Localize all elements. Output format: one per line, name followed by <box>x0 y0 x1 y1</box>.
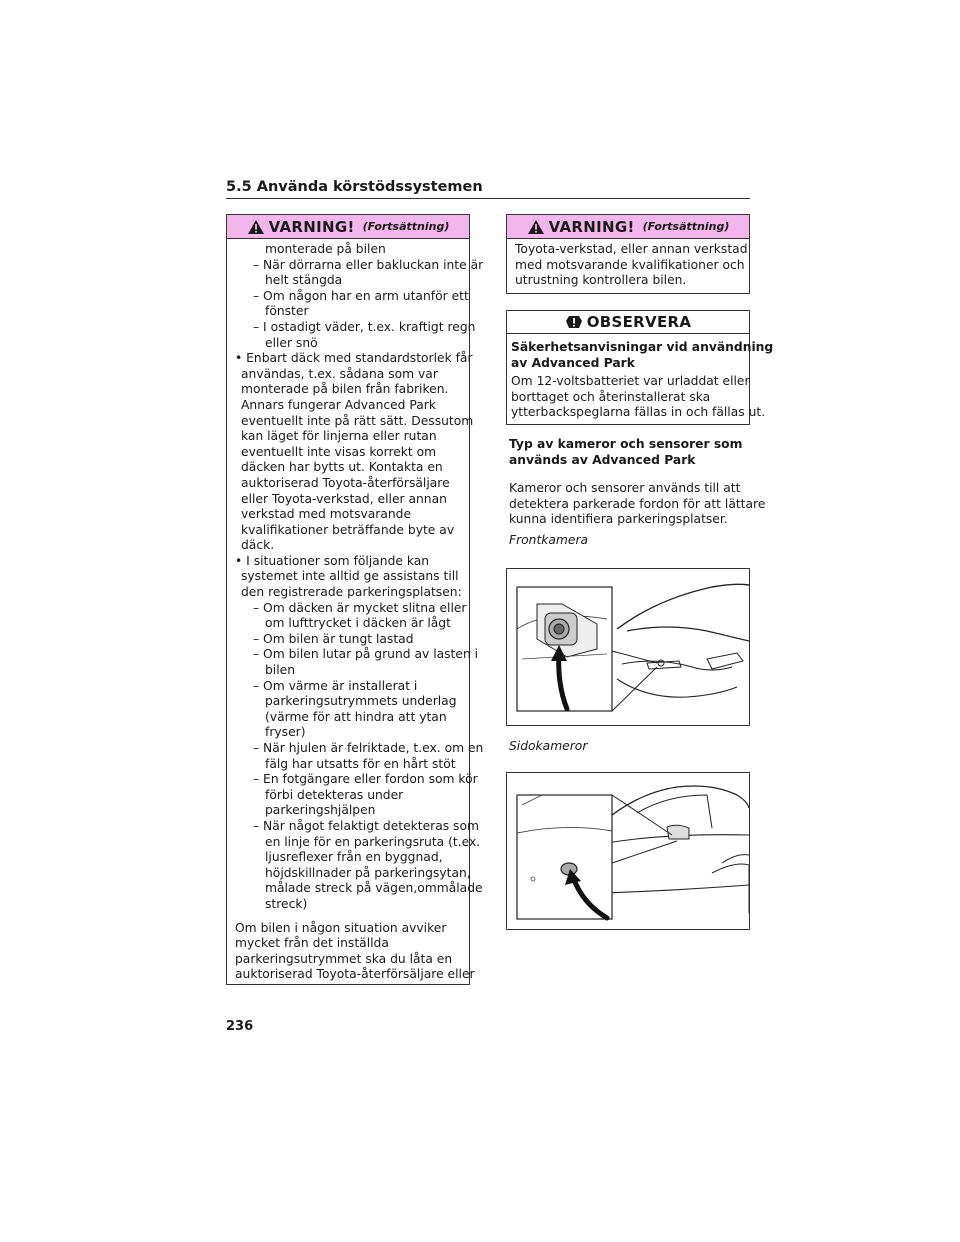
warning-text-line: en linje för en parkeringsruta (t.ex. <box>265 834 481 849</box>
observera-heading-line: Säkerhetsanvisningar vid användning <box>511 340 774 354</box>
warning-text-line: • Enbart däck med standardstorlek får <box>235 351 473 366</box>
warning-text-line: – Om bilen är tungt lastad <box>253 631 414 646</box>
warning-text-line: – En fotgängare eller fordon som kör <box>253 772 478 787</box>
observera-title: OBSERVERA <box>586 313 692 331</box>
camera-section-body <box>509 481 766 528</box>
warning-triangle-icon <box>247 219 265 235</box>
warning-text-line: – I ostadigt väder, t.ex. kraftigt regn <box>253 319 476 334</box>
warning-continuation: (Fortsättning) <box>642 220 730 233</box>
warning-text-line: fryser) <box>265 725 306 740</box>
warning-text-line: auktoriserad Toyota-återförsäljare eller <box>235 967 475 982</box>
warning-text-line: eventuellt inte på rätt sätt. Dessutom <box>241 413 474 428</box>
warning-header <box>507 215 749 239</box>
warning-text-line: Om bilen i någon situation avviker <box>235 920 447 935</box>
warning-text-line: – Om bilen lutar på grund av lasten i <box>253 647 479 662</box>
section-title: 5.5 Använda körstödssystemen <box>226 179 750 199</box>
warning-text-line: helt stängda <box>265 273 343 288</box>
observera-heading <box>511 340 774 371</box>
observera-box <box>506 310 774 425</box>
warning-text-line: användas, t.ex. sådana som var <box>241 366 438 381</box>
warning-text-line: däck. <box>241 538 275 553</box>
warning-text-line: – När hjulen är felriktade, t.ex. om en <box>253 741 484 755</box>
warning-text-line: parkeringsutrymmets underlag <box>265 694 457 709</box>
caution-icon <box>565 314 583 330</box>
warning-header <box>227 215 469 239</box>
warning-text-line: parkeringshjälpen <box>265 803 376 818</box>
side-camera-figure <box>506 772 750 930</box>
warning-text-line: streck) <box>265 896 308 911</box>
warning-text-line: – När något felaktigt detekteras som <box>253 818 479 833</box>
warning-text-line: däcken har bytts ut. Kontakta en <box>241 460 443 475</box>
warning-text-line: höjdskillnader på parkeringsytan, <box>265 865 471 880</box>
warning-text-line: den registrerade parkeringsplatsen: <box>241 585 462 600</box>
observera-text <box>511 374 766 421</box>
side-camera-caption: Sidokameror <box>509 739 588 753</box>
observera-text-line: ytterbackspeglarna fällas in och fällas ut. <box>511 405 766 420</box>
warning-text-line: fälg har utsatts för en hårt stöt <box>265 756 456 771</box>
warning-title: VARNING! <box>268 217 355 236</box>
warning-title: VARNING! <box>548 217 635 236</box>
observera-heading-line: av Advanced Park <box>511 355 635 370</box>
warning-text-line: – Om värme är installerat i <box>253 678 418 693</box>
warning-text-line: utrustning kontrollera bilen. <box>515 273 687 288</box>
warning-text-line: – Om någon har en arm utanför ett <box>253 288 469 303</box>
warning-text-line: monterade på bilen från fabriken. <box>241 382 449 397</box>
warning-text-line: Toyota-verkstad, eller annan verkstad <box>515 242 748 256</box>
warning-box-left <box>226 214 484 985</box>
camera-body-line: detektera parkerade fordon för att lättare <box>509 496 766 511</box>
front-camera-figure <box>506 568 750 726</box>
observera-text-line: Om 12-voltsbatteriet var urladdat eller <box>511 374 750 389</box>
warning-text-line: bilen <box>265 663 295 678</box>
warning-text-line: eller snö <box>265 335 318 350</box>
warning-text-line: • I situationer som följande kan <box>235 553 430 568</box>
warning-left-closing <box>227 919 475 989</box>
warning-text-line: målade streck på vägen,ommålade <box>265 881 483 896</box>
warning-text-line: – Om däcken är mycket slitna eller <box>253 600 467 615</box>
warning-text-line: verkstad med motsvarande <box>241 507 412 522</box>
camera-heading-line: används av Advanced Park <box>509 452 696 467</box>
warning-box-right <box>506 214 750 294</box>
warning-text-line: – När dörrarna eller bakluckan inte är <box>253 257 484 272</box>
observera-header <box>507 311 749 334</box>
warning-text-line: med motsvarande kvalifikationer och <box>515 257 745 272</box>
front-camera-caption: Frontkamera <box>509 533 589 547</box>
warning-text-line: eventuellt inte visas korrekt om <box>241 444 437 459</box>
camera-body-line: Kameror och sensorer används till att <box>509 481 741 495</box>
observera-body <box>507 334 774 425</box>
warning-text-line: kvalifikationer beträffande byte av <box>241 522 455 537</box>
warning-text-line: fönster <box>265 304 309 319</box>
warning-text-line: kan läget för linjerna eller rutan <box>241 429 437 444</box>
observera-text-line: borttaget och återinstallerat ska <box>511 389 711 404</box>
warning-text-line: Annars fungerar Advanced Park <box>241 397 436 412</box>
warning-text-line: monterade på bilen <box>265 242 386 256</box>
warning-text-line: systemet inte alltid ge assistans till <box>241 569 459 584</box>
warning-text-line: (värme för att hindra att ytan <box>265 709 447 724</box>
camera-section-heading <box>509 437 759 468</box>
page-number: 236 <box>226 1019 254 1034</box>
warning-text-line: om lufttrycket i däcken är lågt <box>265 616 451 631</box>
warning-text-line: parkeringsutrymmet ska du låta en <box>235 951 453 966</box>
warning-triangle-icon <box>527 219 545 235</box>
warning-continuation: (Fortsättning) <box>362 220 450 233</box>
warning-left-body <box>227 239 484 919</box>
warning-text-line: eller Toyota-verkstad, eller annan <box>241 491 447 506</box>
warning-text-line: ljusreflexer från en byggnad, <box>265 850 443 865</box>
camera-heading-line: Typ av kameror och sensorer som <box>509 437 743 451</box>
camera-body-line: kunna identifiera parkeringsplatser. <box>509 512 728 527</box>
warning-text-line: förbi detekteras under <box>265 787 404 802</box>
warning-right-body <box>507 239 749 295</box>
warning-text-line: auktoriserad Toyota-återförsäljare <box>241 475 450 490</box>
warning-text-line: mycket från det inställda <box>235 936 389 951</box>
